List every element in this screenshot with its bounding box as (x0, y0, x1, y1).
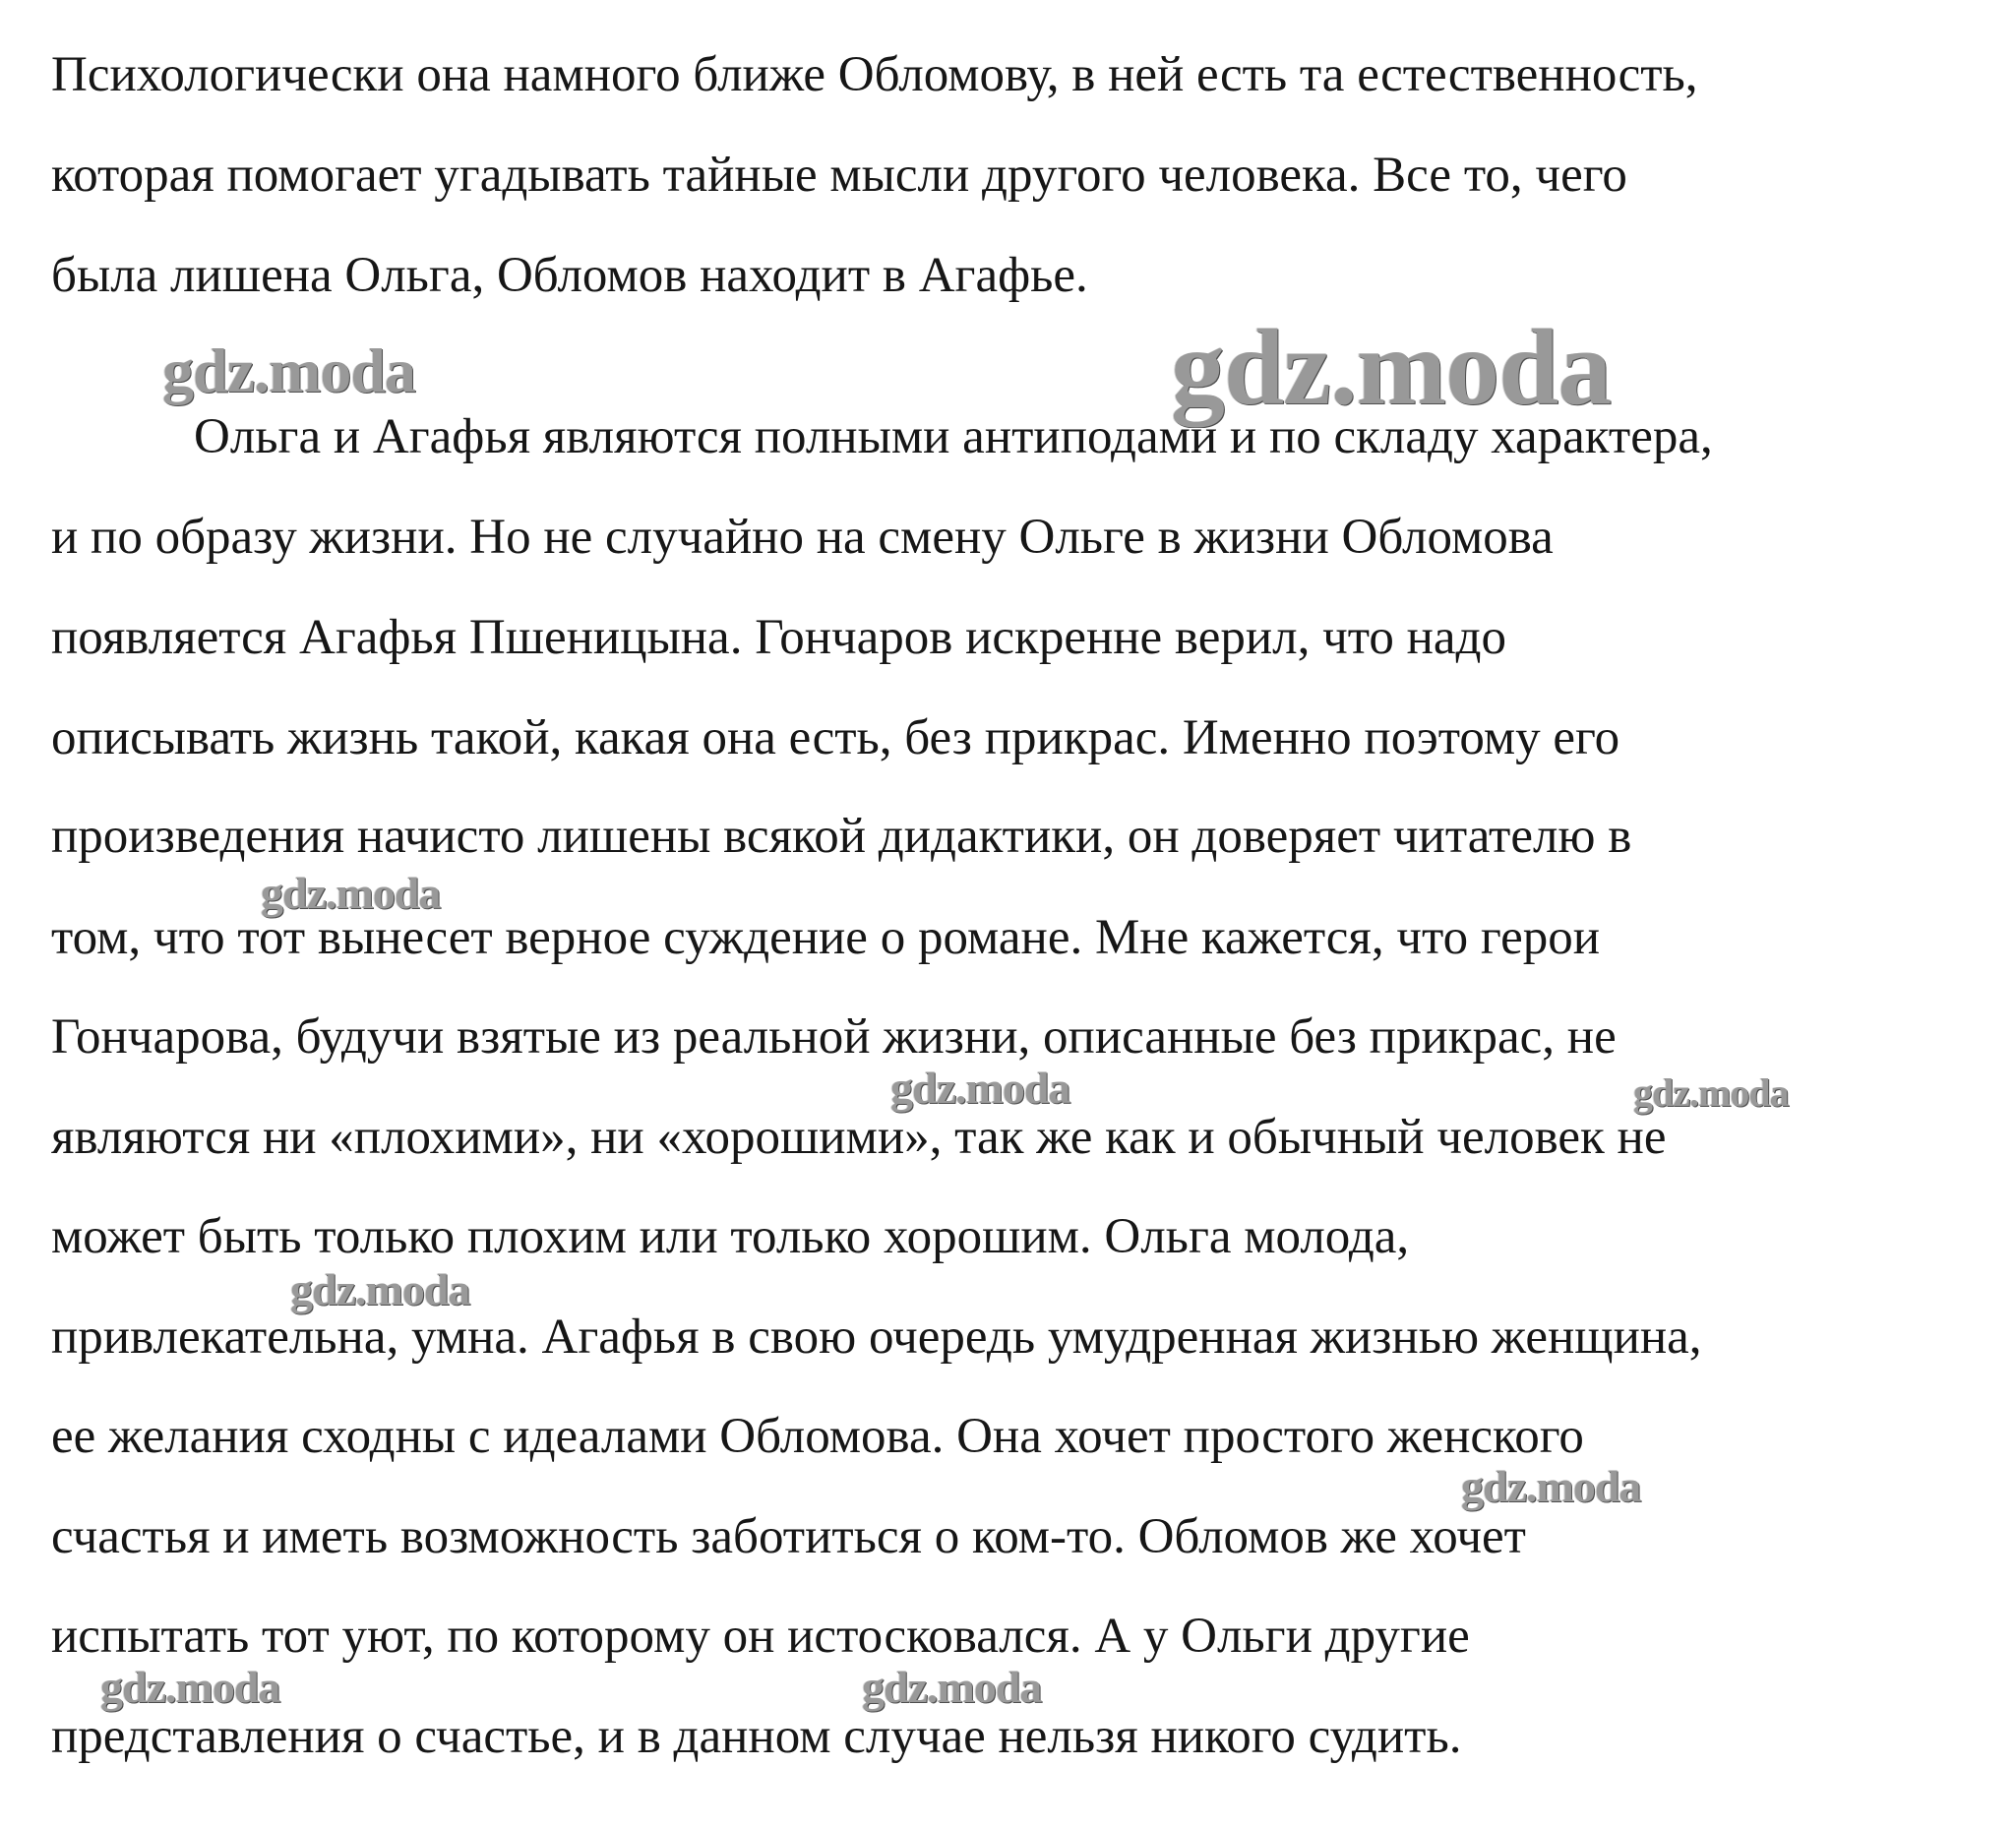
text-line: том, что тот вынесет верное суждение о романе. Мне кажется, что герои (51, 910, 1601, 965)
watermark: gdz.moda (1461, 1461, 1641, 1511)
watermark: gdz.moda (862, 1662, 1042, 1712)
text-line: произведения начисто лишены всякой дидактики, он доверяет читателю в (51, 809, 1632, 864)
text-line: описывать жизнь такой, какая она есть, без прикрас. Именно поэтому его (51, 710, 1620, 765)
text-line: и по образу жизни. Но не случайно на смену Ольге в жизни Обломова (51, 510, 1554, 565)
text-line: была лишена Ольга, Обломов находит в Агафье. (51, 248, 1088, 303)
text-line: являются ни «плохими», ни «хорошими», так же как и обычный человек не (51, 1110, 1667, 1165)
text-line: которая помогает угадывать тайные мысли другого человека. Все то, чего (51, 148, 1627, 203)
watermark: gdz.moda (290, 1264, 470, 1314)
text-line: привлекательна, умна. Агафья в свою очередь умудренная жизнью женщина, (51, 1310, 1702, 1365)
text-line: ее желания сходны с идеалами Обломова. Она хочет простого женского (51, 1409, 1584, 1464)
text-line: счастья и иметь возможность заботиться о ком-то. Обломов же хочет (51, 1509, 1526, 1564)
watermark: gdz.moda (1633, 1070, 1789, 1115)
text-line: испытать тот уют, по которому он истосковался. А у Ольги другие (51, 1609, 1470, 1664)
text-line: Психологически она намного ближе Обломову, в ней есть та естественность, (51, 47, 1698, 102)
text-line: представления о счастье, и в данном случае нельзя никого судить. (51, 1709, 1462, 1764)
text-line: Гончарова, будучи взятые из реальной жизни, описанные без прикрас, не (51, 1009, 1617, 1065)
text-line: может быть только плохим или только хорошим. Ольга молода, (51, 1209, 1410, 1264)
text-line: появляется Агафья Пшеницына. Гончаров искренне верил, что надо (51, 610, 1506, 665)
watermark: gdz.moda (162, 335, 415, 405)
paragraph-start-line: Ольга и Агафья являются полными антиподами и по складу характера, (194, 409, 1713, 464)
watermark: gdz.moda (1171, 307, 1612, 427)
watermark: gdz.moda (261, 868, 441, 918)
watermark: gdz.moda (890, 1063, 1070, 1113)
watermark: gdz.moda (100, 1662, 280, 1712)
